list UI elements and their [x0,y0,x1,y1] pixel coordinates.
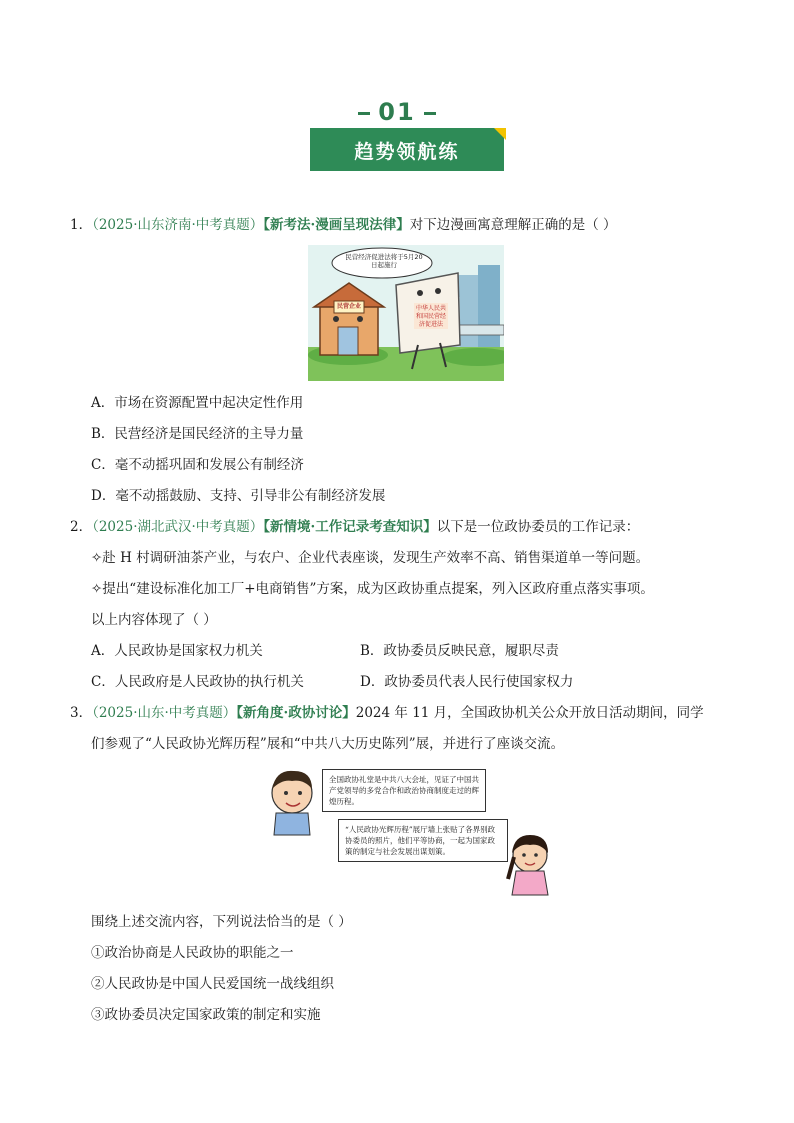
q3-number: 3． [70,705,93,721]
q1-option-b: B．民营经济是国民经济的主导力量 [91,426,304,442]
q3-question: 围绕上述交流内容，下列说法恰当的是（ ） [91,914,352,930]
q3-source: （2025·山东·中考真题） [92,705,237,721]
q1-header [70,216,617,234]
section-number [0,98,794,126]
q2-option-a: A．人民政协是国家权力机关 [91,643,263,659]
q1-option-d: D．毫不动摇鼓励、支持、引导非公有制经济发展 [91,488,386,504]
q3-header [70,704,704,722]
q1-tag: 【新考法·漫画呈现法律】 [263,217,410,233]
q2-record-2: ✧提出“建设标准化加工厂+电商销售”方案，成为区政协重点提案，列入区政府重点落实事项。 [91,581,654,597]
q2-question: 以上内容体现了（ ） [91,612,217,628]
q3-stem-line1: 2024 年 11 月，全国政协机关公众开放日活动期间，同学 [355,705,704,721]
q2-source: （2025·湖北武汉·中考真题） [92,519,264,535]
section-number-text: 01 [378,98,416,126]
q3-statement-1: ①政治协商是人民政协的职能之一 [91,945,294,961]
q1-source: （2025·山东济南·中考真题） [92,217,264,233]
dash-left [358,112,370,115]
section-title: 趋势领航练 [354,141,460,163]
q2-stem: 以下是一位政协委员的工作记录： [436,519,640,535]
q3-stem-line2: 们参观了“人民政协光辉历程”展和“中共八大历史陈列”展，并进行了座谈交流。 [91,736,565,752]
q3-tag: 【新角度·政协讨论】 [236,705,356,721]
section-banner [310,128,504,171]
q1-cartoon-book-text: 中华人民共和国民营经济促进法 [415,305,446,328]
q1-cartoon-bubble: 民营经济促进法将于5月20日起施行 [345,253,423,269]
dash-right [424,112,436,115]
q2-header [70,518,639,536]
q3-statement-3: ③政协委员决定国家政策的制定和实施 [91,1007,321,1023]
q1-option-a: A．市场在资源配置中起决定性作用 [91,395,304,411]
q2-option-b: B．政协委员反映民意，履职尽责 [360,643,559,659]
q2-option-c: C．人民政府是人民政协的执行机关 [91,674,304,690]
q2-record-1: ✧赴 H 村调研油茶产业，与农户、企业代表座谈，发现生产效率不高、销售渠道单一等问题。 [91,550,650,566]
q1-option-c: C．毫不动摇巩固和发展公有制经济 [91,457,304,473]
q1-number: 1． [70,217,93,233]
q1-cartoon-house-sign: 民营企业 [336,303,361,310]
q2-number: 2． [70,519,93,535]
q3-bubble-boy: 全国政协礼堂是中共八大会址，见证了中国共产党领导的多党合作和政治协商制度走过的辉煌历程。 [322,769,486,812]
q1-stem: 对下边漫画寓意理解正确的是（ ） [409,217,617,233]
q1-cartoon [308,245,504,381]
q2-option-d: D．政协委员代表人民行使国家权力 [360,674,574,690]
q3-cartoon [262,767,554,897]
q3-statement-2: ②人民政协是中国人民爱国统一战线组织 [91,976,334,992]
q3-bubble-girl: “人民政协光辉历程”展厅墙上张贴了各界别政协委员的照片，他们平等协商，一起为国家政策的制定与社会发展出谋划策。 [338,819,508,862]
q2-tag: 【新情境·工作记录考查知识】 [263,519,437,535]
